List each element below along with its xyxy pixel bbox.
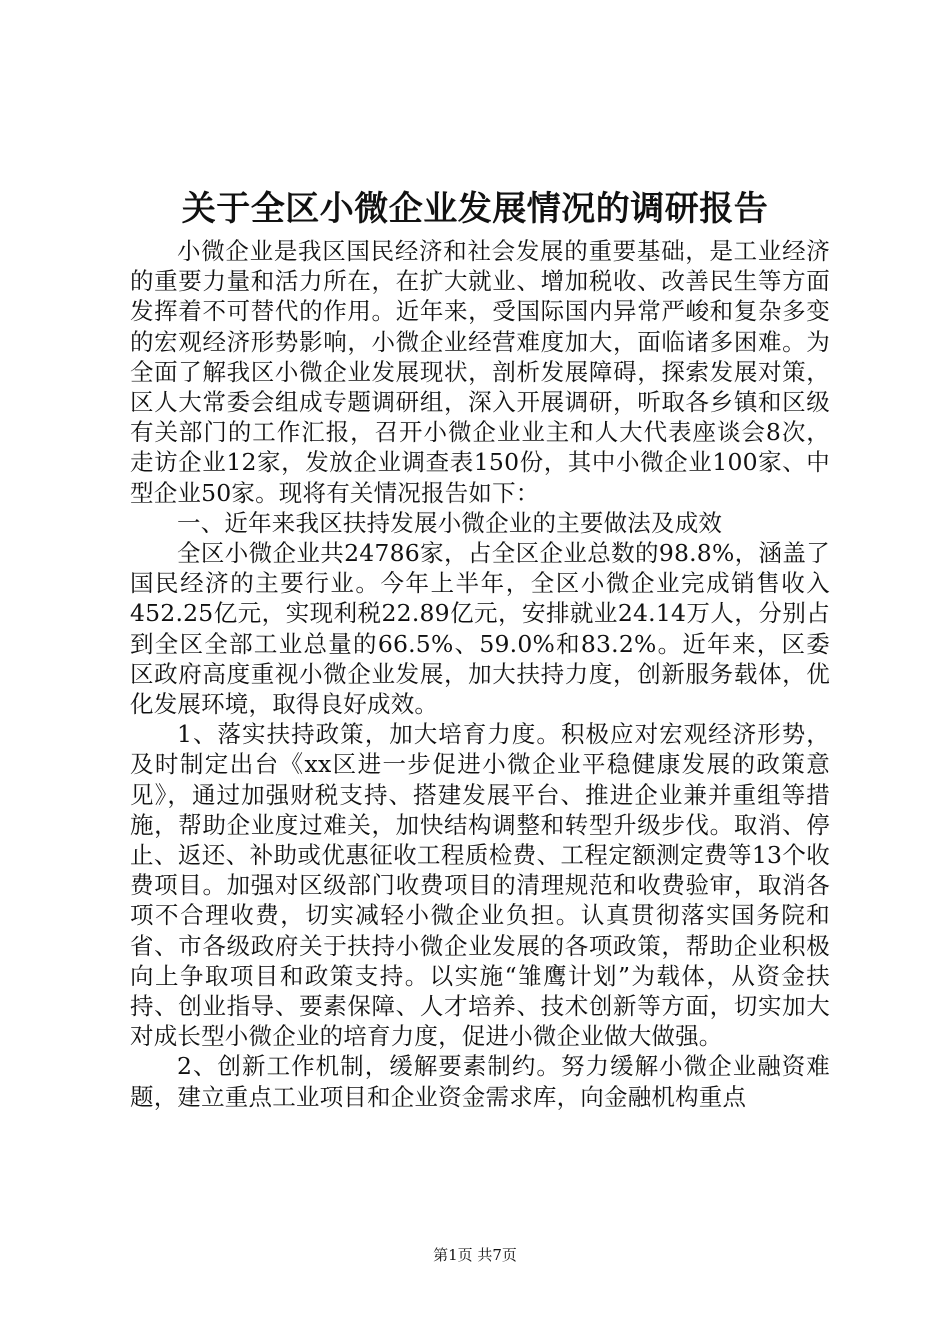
document-body — [130, 236, 830, 1112]
paragraph-overview: 全区小微企业共24786家，占全区企业总数的98.8%，涵盖了国民经济的主要行业。今年上半年，全区小微企业完成销售收入452.25亿元，实现利税22.89亿元，安排就业24.14万人，分别占到全区全部工业总量的66.5%、59.0%和83.2%。近年来，区委区政府高度重视小微企业发展，加大扶持力度，创新服务载体，优化发展环境，取得良好成效。 — [130, 539, 830, 719]
page-footer: 第1页 共7页 — [433, 1246, 517, 1264]
paragraph-mechanism: 2、创新工作机制，缓解要素制约。努力缓解小微企业融资难题，建立重点工业项目和企业资金需求库，向金融机构重点 — [130, 1052, 830, 1111]
paragraph-intro: 小微企业是我区国民经济和社会发展的重要基础，是工业经济的重要力量和活力所在，在扩大就业、增加税收、改善民生等方面发挥着不可替代的作用。近年来，受国际国内异常严峻和复杂多变的宏观经济形势影响，小微企业经营难度加大，面临诸多困难。为全面了解我区小微企业发展现状，剖析发展障碍，探索发展对策，区人大常委会组成专题调研组，深入开展调研，听取各乡镇和区级有关部门的工作汇报，召开小微企业业主和人大代表座谈会8次，走访企业12家，发放企业调查表150份，其中小微企业100家、中型企业50家。现将有关情况报告如下： — [130, 237, 830, 507]
paragraph-policy: 1、落实扶持政策，加大培育力度。积极应对宏观经济形势，及时制定出台《xx区进一步促进小微企业平稳健康发展的政策意见》，通过加强财税支持、搭建发展平台、推进企业兼并重组等措施，帮助企业度过难关，加快结构调整和转型升级步伐。取消、停止、返还、补助或优惠征收工程质检费、工程定额测定费等13个收费项目。加强对区级部门收费项目的清理规范和收费验审，取消各项不合理收费，切实减轻小微企业负担。认真贯彻落实国务院和省、市各级政府关于扶持小微企业发展的各项政策，帮助企业积极向上争取项目和政策支持。以实施“雏鹰计划”为载体，从资金扶持、创业指导、要素保障、人才培养、技术创新等方面，切实加大对成长型小微企业的培育力度，促进小微企业做大做强。 — [130, 720, 830, 1051]
section-heading-1: 一、近年来我区扶持发展小微企业的主要做法及成效 — [177, 508, 723, 537]
page-title: 关于全区小微企业发展情况的调研报告 — [181, 189, 769, 229]
